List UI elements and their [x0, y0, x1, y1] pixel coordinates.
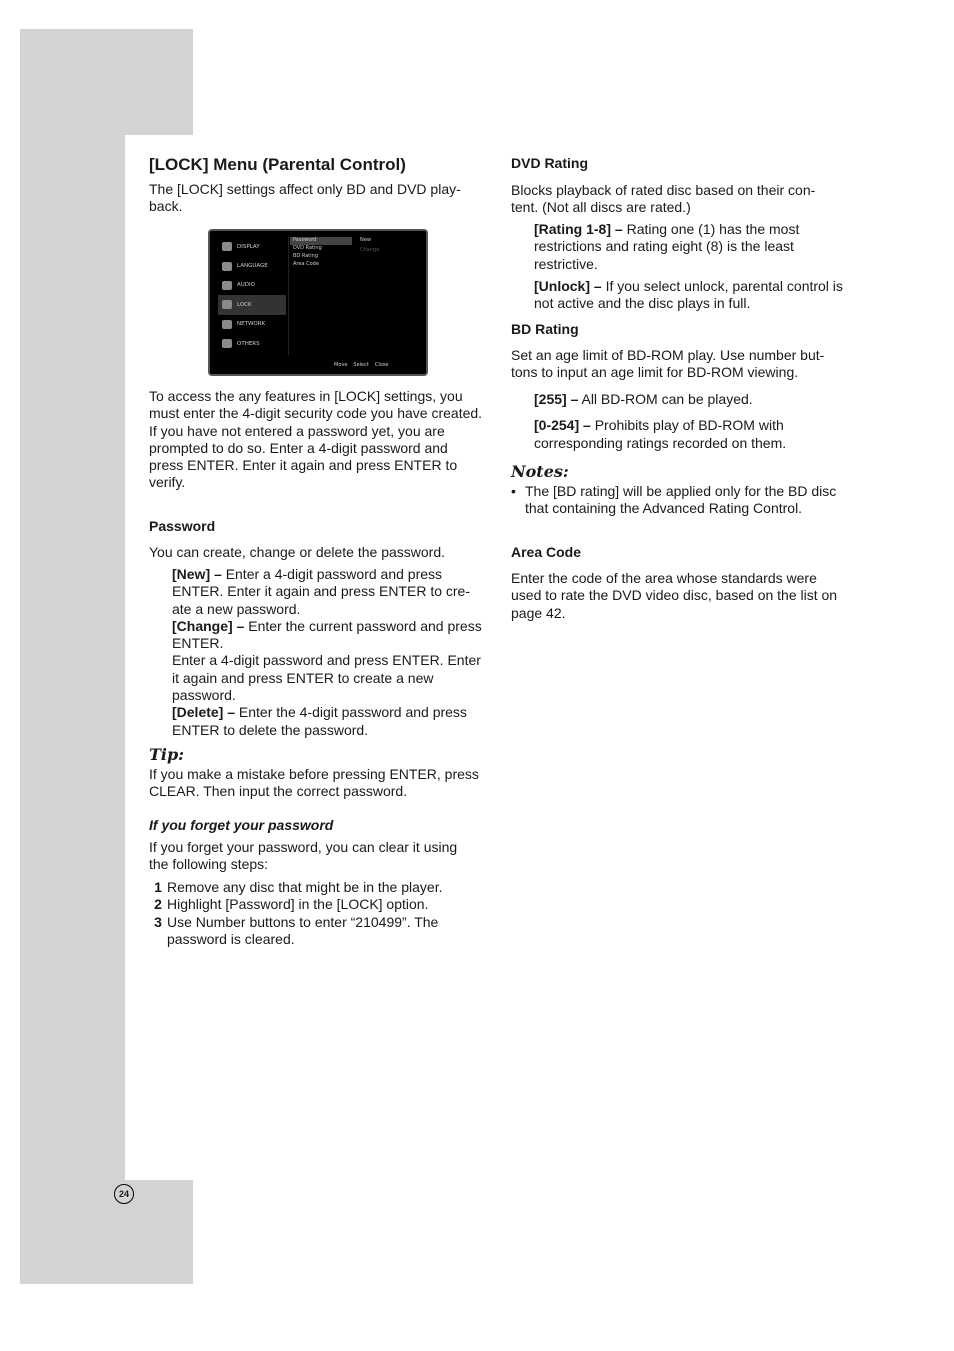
screen-footer [334, 362, 388, 368]
page-number: 24 [114, 1184, 134, 1204]
password-heading: Password [149, 518, 216, 534]
access-paragraph: If you have not entered a password yet, you are prompted to do so. Enter a 4-digit password and press ENTER. Enter it again and press ENTER to verify. [149, 422, 458, 491]
menu-item-audio: AUDIO [218, 276, 286, 295]
submenu-item: BD Rating [293, 253, 318, 259]
footer-select: Select [353, 362, 369, 368]
option-item: Change [360, 247, 380, 253]
notes-list [511, 483, 853, 518]
submenu-item: Area Code [293, 261, 319, 267]
margin-band-bottom [20, 1180, 193, 1284]
language-icon [222, 262, 232, 271]
menu-item-others: OTHERS [218, 334, 286, 353]
submenu-item: Password [290, 237, 352, 245]
option-rating-1-8: [Rating 1-8] – Rating one (1) has the most restrictions and rating eight (8) is the least restrictive. [534, 221, 800, 272]
dvd-rating-heading: DVD Rating [511, 155, 588, 171]
display-icon [222, 242, 232, 251]
step-item: 3 Use Number buttons to enter “210499”. The password is cleared. [154, 913, 439, 947]
forget-heading: If you forget your password [149, 817, 334, 833]
audio-icon [222, 281, 232, 290]
footer-move: Move [334, 362, 348, 368]
password-options [360, 237, 379, 257]
dvd-rating-desc: Blocks playback of rated disc based on their con-tent. (Not all discs are rated.) [511, 182, 816, 216]
option-new: [New] – Enter a 4-digit password and press ENTER. Enter it again and press ENTER to cre-ate a new password. [172, 566, 470, 617]
page-title: [LOCK] Menu (Parental Control) [149, 155, 406, 174]
tip-heading: Tip: [149, 745, 185, 764]
bd-rating-options [534, 391, 846, 452]
forget-text: If you forget your password, you can clear it using the following steps: [149, 839, 458, 873]
footer-close: Close [374, 362, 389, 368]
option-change-cont: Enter a 4-digit password and press ENTER. Enter it again and press ENTER to create a new password. [172, 652, 481, 704]
bd-rating-desc: Set an age limit of BD-ROM play. Use number but-tons to input an age limit for BD-ROM viewing. [511, 347, 825, 381]
option-255: [255] – All BD-ROM can be played. [534, 391, 753, 407]
option-delete: [Delete] – Enter the 4-digit password and press ENTER to delete the password. [172, 704, 467, 738]
menu-item-lock: LOCK [218, 295, 286, 314]
step-item: 1 Remove any disc that might be in the player. [154, 879, 443, 895]
forget-steps [149, 879, 469, 948]
lock-icon [222, 300, 232, 309]
intro-text: The [LOCK] settings affect only BD and DVD play-back. [149, 181, 461, 215]
lock-menu-screenshot [208, 229, 428, 376]
notes-heading: Notes: [511, 462, 569, 481]
access-paragraph: To access the any features in [LOCK] settings, you must enter the 4-digit security code you have created. [149, 388, 483, 422]
menu-item-network: NETWORK [218, 315, 286, 334]
menu-item-language: LANGUAGE [218, 256, 286, 275]
password-desc: You can create, change or delete the password. [149, 544, 446, 560]
menu-item-display: DISPLAY [218, 237, 286, 256]
setup-menu-list [218, 237, 286, 353]
note-item: • The [BD rating] will be applied only for the BD disc that containing the Advanced Rating Control. [511, 483, 837, 517]
lock-submenu [290, 237, 352, 269]
step-item: 2 Highlight [Password] in the [LOCK] option. [154, 896, 429, 913]
password-options-text [172, 566, 486, 739]
option-0-254: [0-254] – Prohibits play of BD-ROM with corresponding ratings recorded on them. [534, 417, 787, 451]
network-icon [222, 320, 232, 329]
bd-rating-heading: BD Rating [511, 321, 579, 337]
dvd-rating-options [534, 221, 846, 312]
option-item: New [360, 237, 371, 243]
margin-band-top [20, 29, 193, 135]
tip-text: If you make a mistake before pressing ENTER, press CLEAR. Then input the correct password. [149, 766, 479, 800]
others-icon [222, 339, 232, 348]
submenu-item: DVD Rating [293, 245, 322, 251]
menu-divider [288, 237, 289, 355]
area-code-text: Enter the code of the area whose standards were used to rate the DVD video disc, based on the list on page 42. [511, 570, 838, 621]
option-change: [Change] – Enter the current password and press ENTER. [172, 617, 482, 652]
area-code-heading: Area Code [511, 544, 582, 560]
margin-band-side [20, 135, 125, 1180]
access-text [149, 388, 485, 492]
option-unlock: [Unlock] – If you select unlock, parental control is not active and the disc plays in full. [534, 277, 843, 312]
